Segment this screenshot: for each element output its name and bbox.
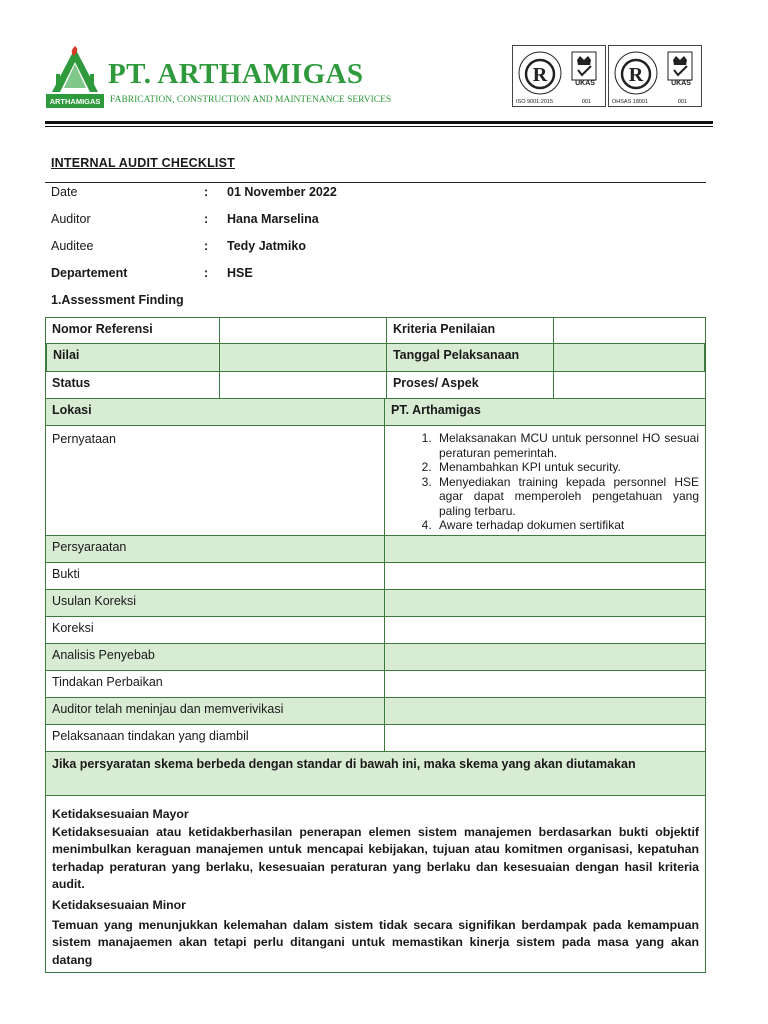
cell-label: Tanggal Pelaksanaan [386,344,554,372]
info-value-auditee: Tedy Jatmiko [227,239,306,253]
pernyataan-list [391,431,699,533]
cell-empty[interactable] [553,317,706,344]
company-name: PT. ARTHAMIGAS [108,58,364,90]
info-colon: : [204,239,209,253]
info-label: Auditor [51,212,91,226]
minor-heading: Ketidaksesuaian Minor [52,897,186,912]
list-item: 1. Melaksanakan MCU untuk personnel HO sesuai peraturan pemerintah. [435,431,699,460]
table-row [45,617,706,644]
info-label: Departement [51,266,128,280]
table-row [45,796,706,973]
arthamigas-logo-icon [44,44,106,110]
cell-label: Analisis Penyebab [45,644,385,671]
certificate-badge [608,45,702,107]
cell-empty[interactable] [553,372,706,399]
document-title: INTERNAL AUDIT CHECKLIST [51,156,235,170]
cell-empty[interactable] [553,344,706,372]
table-row [45,671,706,698]
cell-label: Status [45,372,220,399]
cell-empty[interactable] [384,563,706,590]
table-row [45,725,706,752]
table-row [45,752,706,796]
cell-label: Kriteria Penilaian [386,317,554,344]
table-row [45,698,706,725]
cell-label: Pelaksanaan tindakan yang diambil [45,725,385,752]
table-row [45,426,706,536]
cell-empty[interactable] [384,590,706,617]
svg-text:R: R [628,64,644,86]
info-colon: : [204,212,209,226]
certificate-number: 001 [677,99,687,105]
cell-label: Tindakan Perbaikan [45,671,385,698]
info-value-date: 01 November 2022 [227,185,337,199]
info-value-auditor: Hana Marselina [227,212,319,226]
cell-label: Pernyataan [45,426,385,536]
cell-label: Nomor Referensi [45,317,220,344]
info-value-department: HSE [227,266,253,280]
list-item: 2. Menambahkan KPI untuk security. [435,460,699,475]
table-row [45,644,706,671]
ukas-crown-icon [665,50,695,84]
info-label: Date [51,185,78,199]
cell-empty[interactable] [384,617,706,644]
cell-label: Auditor telah meninjau dan memverivikasi [45,698,385,725]
table-row [45,317,706,344]
info-colon: : [204,266,209,280]
cell-empty[interactable] [384,698,706,725]
cell-empty[interactable] [219,317,387,344]
cell-empty[interactable] [384,671,706,698]
cell-label: Koreksi [45,617,385,644]
svg-text:ARTHAMIGAS: ARTHAMIGAS [49,97,101,106]
cell-label: Persyaraatan [45,536,385,563]
info-label: Auditee [51,239,94,253]
ukas-crown-icon [569,50,599,84]
certificate-code: ISO 9001:2015 [516,99,554,105]
ukas-label: UKAS [575,80,595,87]
table-row [45,590,706,617]
mayor-text: Ketidaksesuaian atau ketidakberhasilan penerapan elemen sistem manajemen berdasarkan bukti objektif menimbulkan keraguan manajemen untuk mencapai kebijakan, tujuan atau komitmen organisasi, kepatuhan terhadap peraturan yang berlaku, kesesuaian peraturan yang berlaku dan kesesuaian dengan hasil kriteria audit. [52,824,699,892]
table-row [45,536,706,563]
table-row [45,372,706,399]
cell-empty[interactable] [384,536,706,563]
company-tagline: FABRICATION, CONSTRUCTION AND MAINTENANCE SERVICES [110,95,392,105]
certificate-badge [512,45,606,107]
assessment-table [45,317,706,973]
section-heading: 1.Assessment Finding [51,293,184,307]
table-row [45,344,706,372]
table-row [45,399,706,426]
svg-text:R: R [532,64,548,86]
registered-seal-icon [517,50,563,96]
cell-empty[interactable] [384,644,706,671]
nonconformity-definitions [45,796,706,973]
cell-empty[interactable] [384,725,706,752]
cell-value-lokasi: PT. Arthamigas [384,399,706,426]
cell-value-pernyataan [384,426,706,536]
registered-seal-icon [613,50,659,96]
minor-text: Temuan yang menunjukkan kelemahan dalam sistem tidak secara signifikan berdampak pada kemampuan sistem manajaemen akan tetapi perlu ditangani untuk memastikan kinerja sistem pada masa yang akan datang [52,917,699,967]
header-divider-thin [45,126,713,127]
mayor-heading: Ketidaksesuaian Mayor [52,807,189,821]
cell-label: Bukti [45,563,385,590]
cell-label: Proses/ Aspek [386,372,554,399]
header-divider [45,121,713,124]
list-item: 4. Aware terhadap dokumen sertifikat [435,518,699,533]
certificate-code: OHSAS 18001 [612,99,649,105]
scheme-note: Jika persyaratan skema berbeda dengan standar di bawah ini, maka skema yang akan diutamakan [45,752,706,796]
cell-label: Nilai [45,344,220,372]
info-colon: : [204,185,209,199]
table-row [45,563,706,590]
cell-empty[interactable] [219,344,387,372]
cell-label: Lokasi [45,399,385,426]
title-divider [45,182,706,183]
cell-empty[interactable] [219,372,387,399]
list-item: 3. Menyediakan training kepada personnel HSE agar dapat memperoleh pengetahuan yang paling terbaru. [435,475,699,519]
certificate-number: 001 [581,99,591,105]
cell-label: Usulan Koreksi [45,590,385,617]
ukas-label: UKAS [671,80,691,87]
